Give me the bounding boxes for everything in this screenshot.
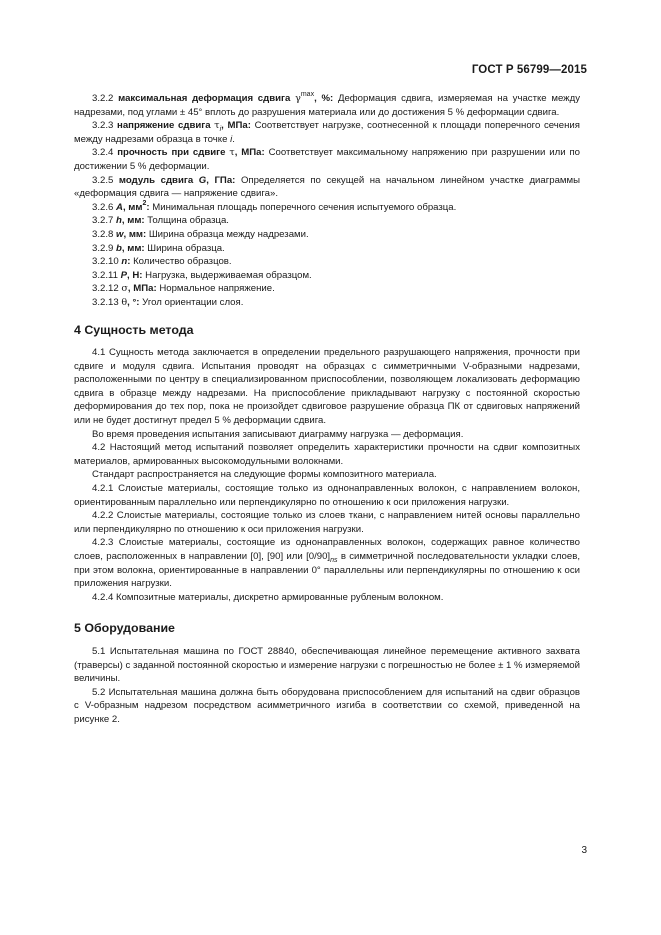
- document-body: [74, 92, 580, 727]
- symbol: b: [116, 242, 122, 254]
- definition-3-2-11: 3.2.11 P, Н: Нагрузка, выдерживаемая образцом.: [92, 269, 312, 281]
- definition-3-2-13: 3.2.13 θ, °: Угол ориентации слоя.: [92, 296, 244, 308]
- paragraph-5-2: 5.2 Испытательная машина должна быть оборудована приспособлением для испытаний на сдвиг образцов с V-образным надрезом посредством асимметричного изгиба в соответствии со схемой, приведенной на рисунке 2.: [74, 686, 580, 725]
- paragraph-4-2-3: 4.2.3 Слоистые материалы, состоящие из однонаправленных волокон, содержащих равное количество слоев, расположенных в направлении [0], [90] или $[0/90]_{ns}$ в симметричной последовательности укладки слоев, при этом волокна, ориентированные в направлении 0° параллельны или перпендикулярны по отношению к оси приложения нагрузки.: [74, 537, 580, 590]
- paragraph-4-2-4: 4.2.4 Композитные материалы, дискретно армированные рубленым волокном.: [92, 591, 444, 603]
- term: модуль сдвига: [118, 174, 199, 186]
- term: прочность при сдвиге: [117, 147, 230, 159]
- paragraph-4-1-note: Во время проведения испытания записывают диаграмму нагрузка — деформация.: [92, 428, 464, 440]
- symbol: θ: [121, 296, 128, 308]
- definition-3-2-12: 3.2.12 σ, МПа: Нормальное напряжение.: [92, 283, 275, 295]
- document-header: ГОСТ Р 56799—2015: [471, 64, 587, 76]
- definition-3-2-10: 3.2.10 n: Количество образцов.: [92, 256, 232, 268]
- symbol: τ: [229, 147, 235, 159]
- definition-3-2-7: 3.2.7 h, мм: Толщина образца.: [92, 215, 229, 227]
- symbol: γ: [295, 93, 301, 104]
- term: напряжение сдвига: [117, 120, 215, 132]
- definition-3-2-9: 3.2.9 b, мм: Ширина образца.: [92, 242, 225, 254]
- section-5-heading: 5 Оборудование: [74, 621, 175, 636]
- definition-3-2-5: 3.2.5 модуль сдвига G, ГПа: Определяется по секущей на начальном линейном участке диаграммы «деформация сдвига — напряжение сдвига».: [74, 174, 580, 200]
- term: максимальная деформация сдвига: [118, 93, 296, 104]
- page-number: 3: [581, 845, 587, 856]
- symbol: A: [116, 201, 123, 213]
- section-4-heading: 4 Сущность метода: [74, 322, 194, 337]
- symbol: P: [120, 269, 128, 281]
- definition-3-2-8: 3.2.8 w, мм: Ширина образца между надрезами.: [92, 228, 309, 240]
- symbol: G: [198, 174, 207, 186]
- symbol: σ: [121, 283, 128, 295]
- symbol: τ: [214, 120, 220, 132]
- paragraph-4-2-1: 4.2.1 Слоистые материалы, состоящие только из однонаправленных волокон, с направлением волокон, ориентированным параллельно или перпендикулярно по отношению к оси приложения нагрузки.: [74, 483, 580, 508]
- symbol: n: [121, 256, 128, 268]
- paragraph-4-2-note: Стандарт распространяется на следующие формы композитного материала.: [92, 469, 437, 481]
- symbol: w: [116, 228, 124, 240]
- paragraph-4-2: 4.2 Настоящий метод испытаний позволяет определить характеристики прочности на сдвиг композитных материалов, армированных высокомодульными волокнами.: [74, 442, 580, 467]
- definition-3-2-2: 3.2.2 максимальная деформация сдвига $\gamma^{max}$, %: Деформация сдвига, измеряемая на участке между надрезами, под углами ± 45° вплоть до разрушения материала или до достижения 5 % деформации сдвига.: [74, 90, 580, 118]
- definition-3-2-3: 3.2.3 напряжение сдвига $\tau_i$, МПа: Соответствует нагрузке, соотнесенной к площади поперечного сечения между надрезами образца в точке i.: [74, 120, 580, 145]
- paragraph-4-2-2: 4.2.2 Слоистые материалы, состоящие только из слоев ткани, с направлением нитей основы параллельно или перпендикулярно по отношению к оси приложения нагрузки.: [74, 510, 580, 535]
- definition-3-2-4: 3.2.4 прочность при сдвиге τ, МПа: Соответствует максимальному напряжению при разрушении или по достижении 5 % деформации.: [74, 147, 580, 172]
- paragraph-5-1: 5.1 Испытательная машина по ГОСТ 28840, обеспечивающая линейное перемещение активного захвата (траверсы) с заданной постоянной скоростью и измерение нагрузки с погрешностью не более ± 1 % измеряемой величины.: [74, 645, 580, 685]
- paragraph-4-1: 4.1 Сущность метода заключается в определении предельного разрушающего напряжения, прочности при сдвиге и модуля сдвига. Испытания проводят на образцах с симметричными V-образными надрезами, расположенными по центру в специализированном приспособлении, позволяющем локализовать деформацию сдвига в образце между надрезами. На приспособление прикладывают нагрузку с постоянной скоростью деформирования до тех пор, пока не произойдет сдвиговое разрушение образца ПК от сдвиговых напряжений или не будет достигнут предел 5 % деформации сдвига.: [74, 347, 580, 427]
- symbol: h: [116, 215, 122, 227]
- definition-3-2-6: 3.2.6 A, $мм^2$: Минимальная площадь поперечного сечения испытуемого образца.: [92, 199, 457, 213]
